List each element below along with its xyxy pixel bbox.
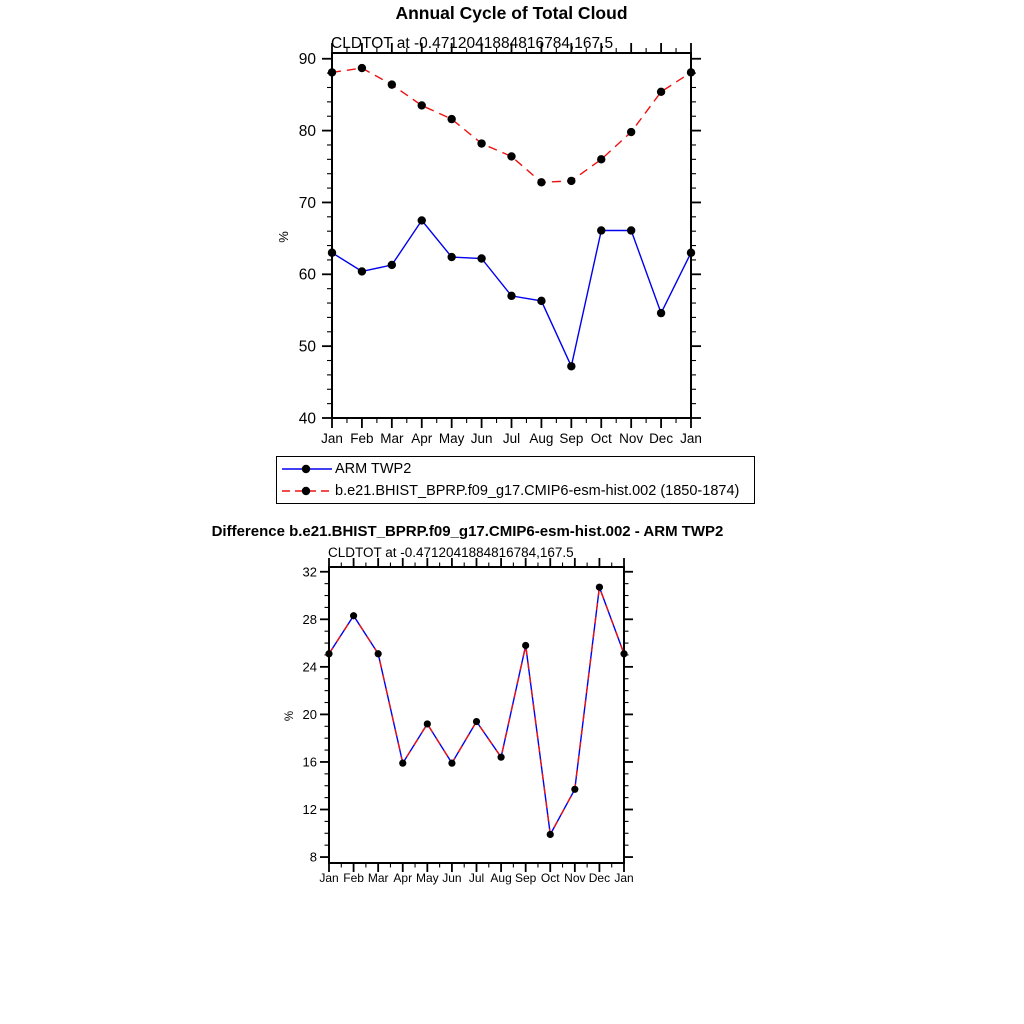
difference-chart-y-tick-label: 16	[302, 754, 317, 770]
difference-chart-y-tick-label: 12	[302, 802, 317, 818]
difference-chart-month-label: Apr	[393, 871, 413, 885]
difference-chart-month-label: Jul	[468, 871, 485, 885]
data-point-marker	[687, 249, 695, 257]
top-chart-month-label: Feb	[350, 431, 374, 446]
data-point-marker	[657, 309, 665, 317]
difference-chart-y-tick-label: 20	[302, 706, 317, 722]
top-chart-frame	[332, 53, 691, 418]
top-chart-subtitle: CLDTOT at -0.4712041884816784,167.5	[331, 35, 614, 52]
top-chart-y-tick-label: 40	[298, 410, 316, 428]
data-point-marker	[473, 718, 480, 725]
data-point-marker	[418, 216, 426, 224]
top-chart-y-tick-label: 80	[298, 123, 316, 141]
top-chart-month-label: Aug	[529, 431, 554, 446]
top-chart-x-axis	[321, 43, 702, 446]
difference-chart-subtitle: CLDTOT at -0.4712041884816784,167.5	[328, 545, 574, 560]
difference-chart-y-tick-label: 24	[302, 659, 317, 675]
top-chart-month-label: Nov	[619, 431, 644, 446]
data-point-marker	[447, 115, 455, 123]
data-point-marker	[477, 254, 485, 262]
top-chart-y-tick-label: 70	[298, 194, 316, 212]
data-point-marker	[447, 253, 455, 261]
difference-chart-y-tick-label: 32	[302, 564, 317, 580]
data-point-marker	[375, 650, 382, 657]
data-point-marker	[358, 267, 366, 275]
top-chart-y-tick-label: 60	[298, 266, 316, 284]
top-chart-y-tick-label: 90	[298, 51, 316, 69]
top-chart-y-axis-title: %	[276, 231, 291, 243]
top-chart-month-label: Mar	[380, 431, 404, 446]
top-chart	[276, 43, 702, 446]
legend-label-obs: ARM TWP2	[335, 461, 412, 478]
top-chart-month-label: Jul	[502, 431, 521, 446]
data-point-marker	[567, 177, 575, 185]
data-point-marker	[627, 226, 635, 234]
difference-chart-month-label: Feb	[343, 871, 364, 885]
top-chart-month-label: Dec	[649, 431, 674, 446]
main-title: Annual Cycle of Total Cloud	[395, 3, 628, 23]
difference-chart-y-tick-label: 8	[309, 849, 317, 865]
difference-chart-month-label: Sep	[514, 871, 537, 885]
difference-chart-series-0-line	[329, 587, 624, 834]
data-point-marker	[657, 88, 665, 96]
data-point-marker	[507, 292, 515, 300]
top-chart-y-axis	[299, 51, 701, 427]
difference-chart-title: Difference b.e21.BHIST_BPRP.f09_g17.CMIP6-esm-hist.002 - ARM TWP2	[211, 523, 724, 540]
data-point-marker	[418, 101, 426, 109]
data-point-marker	[522, 642, 529, 649]
legend-label-model: b.e21.BHIST_BPRP.f09_g17.CMIP6-esm-hist.002 (1850-1874)	[335, 482, 740, 499]
data-point-marker	[567, 362, 575, 370]
top-chart-y-tick-label: 50	[298, 338, 316, 356]
data-point-marker	[497, 754, 504, 761]
legend-box	[276, 456, 755, 504]
data-point-marker	[507, 152, 515, 160]
top-chart-month-label: May	[438, 431, 465, 446]
data-point-marker	[620, 650, 627, 657]
data-point-marker	[448, 760, 455, 767]
difference-chart-month-label: Mar	[367, 871, 389, 885]
data-point-marker	[424, 720, 431, 727]
top-chart-month-label: Sep	[559, 431, 584, 446]
data-point-marker	[325, 650, 332, 657]
top-chart-month-label: Jan	[680, 431, 702, 446]
difference-chart-y-axis-title: %	[284, 710, 296, 722]
data-point-marker	[597, 155, 605, 163]
data-point-marker	[350, 612, 357, 619]
data-point-marker	[328, 249, 336, 257]
difference-chart-month-label: Dec	[588, 871, 611, 885]
legend-line-sample-solid	[281, 460, 333, 478]
data-point-marker	[597, 226, 605, 234]
data-point-marker	[388, 80, 396, 88]
difference-chart-frame	[329, 567, 624, 863]
difference-chart-series-0-markers	[325, 584, 627, 838]
data-point-marker	[477, 139, 485, 147]
data-point-marker	[537, 178, 545, 186]
top-chart-month-label: Apr	[411, 431, 433, 446]
difference-chart-y-tick-label: 28	[302, 611, 317, 627]
difference-chart-month-label: Oct	[540, 871, 560, 885]
top-chart-series-1-line	[332, 68, 691, 182]
difference-chart-month-label: Jan	[319, 871, 339, 885]
data-point-marker	[537, 297, 545, 305]
top-chart-month-label: Jan	[321, 431, 343, 446]
difference-chart-series-0-overlay-line	[329, 587, 624, 834]
data-point-marker	[399, 760, 406, 767]
legend-row-model	[281, 482, 754, 500]
data-point-marker	[388, 261, 396, 269]
data-point-marker	[627, 128, 635, 136]
legend-line-sample-dashed	[281, 482, 333, 500]
top-chart-month-label: Oct	[590, 431, 612, 446]
data-point-marker	[596, 584, 603, 591]
difference-chart-month-label: Jun	[442, 871, 462, 885]
difference-chart-month-label: Jan	[614, 871, 634, 885]
data-point-marker	[358, 64, 366, 72]
difference-chart	[284, 558, 634, 885]
data-point-marker	[571, 786, 578, 793]
top-chart-series-0-markers	[328, 216, 695, 370]
difference-chart-month-label: Aug	[490, 871, 512, 885]
difference-chart-month-label: May	[415, 871, 439, 885]
data-point-marker	[328, 68, 336, 76]
data-point-marker	[687, 68, 695, 76]
top-chart-series-1-markers	[328, 64, 695, 187]
difference-chart-month-label: Nov	[564, 871, 586, 885]
top-chart-month-label: Jun	[470, 431, 493, 446]
legend-row-obs	[281, 460, 754, 478]
data-point-marker	[547, 831, 554, 838]
